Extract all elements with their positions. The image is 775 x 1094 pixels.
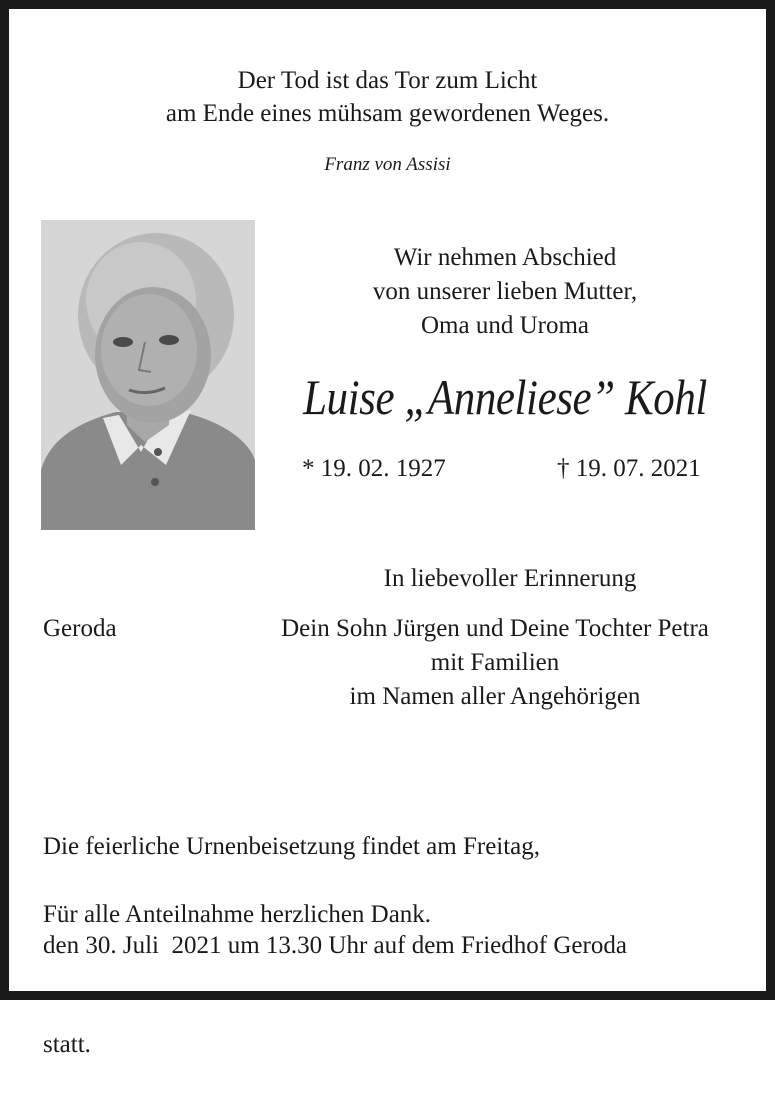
funeral-line-2: den 30. Juli 2021 um 13.30 Uhr auf dem Friedhof Geroda <box>43 932 627 959</box>
funeral-line-1: Die feierliche Urnenbeisetzung findet am Freitag, <box>43 833 541 860</box>
intro <box>255 241 755 343</box>
intro-line-3: Oma und Uroma <box>420 312 590 339</box>
family <box>245 612 745 714</box>
quote <box>0 64 775 130</box>
place: Geroda <box>43 615 117 642</box>
quote-line-1: Der Tod ist das Tor zum Licht <box>237 67 538 94</box>
funeral-line-3: statt. <box>43 1031 91 1058</box>
memory-line: In liebevoller Erinnerung <box>383 565 637 592</box>
deceased-name: Luise „Anneliese” Kohl <box>303 369 707 425</box>
family-line-2: mit Familien <box>430 649 560 676</box>
intro-line-2: von unserer lieben Mutter, <box>372 278 638 305</box>
birth-date: * 19. 02. 1927 <box>302 455 446 482</box>
thanks: Für alle Anteilnahme herzlichen Dank. <box>43 901 432 928</box>
quote-author: Franz von Assisi <box>324 154 451 175</box>
portrait-photo <box>41 220 255 530</box>
family-line-1: Dein Sohn Jürgen und Deine Tochter Petra <box>281 615 709 642</box>
quote-line-2: am Ende eines mühsam gewordenen Weges. <box>165 100 610 127</box>
intro-line-1: Wir nehmen Abschied <box>393 244 617 271</box>
family-line-3: im Namen aller Angehörigen <box>349 683 641 710</box>
portrait-image <box>41 220 255 530</box>
death-date: † 19. 07. 2021 <box>557 455 701 482</box>
